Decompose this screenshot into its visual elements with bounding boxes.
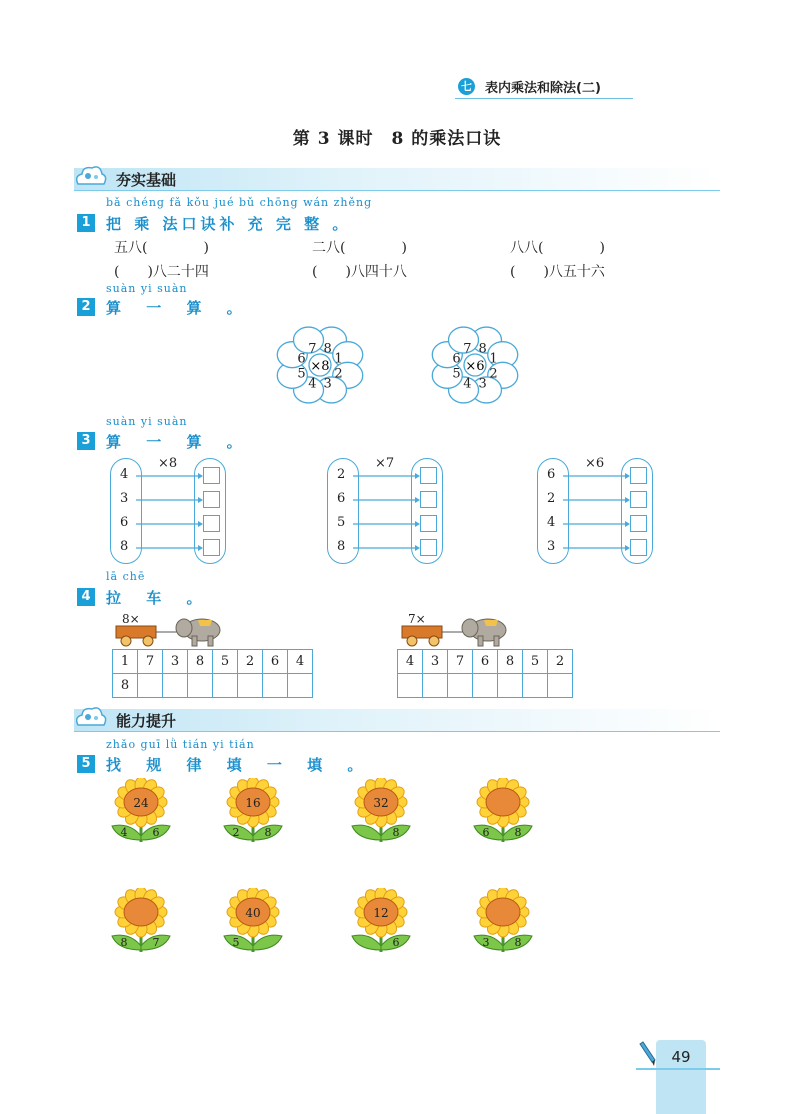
right-leaf-number: 8 <box>392 826 400 839</box>
q1-item-4[interactable]: ( )八二十四 <box>114 264 209 280</box>
input-number: 4 <box>547 515 556 530</box>
answer-box[interactable] <box>630 491 647 508</box>
sunflower-image <box>472 888 534 956</box>
q3-instruction: 算 一 算 。 <box>106 433 252 451</box>
left-leaf-number: 5 <box>232 936 240 949</box>
grid-number: 5 <box>523 650 548 674</box>
lesson-title: 第 3 课时 8 的乘法口诀 <box>292 129 502 149</box>
section-basic-label: 夯实基础 <box>116 171 177 189</box>
right-leaf-number: 6 <box>392 936 400 949</box>
core-number: 32 <box>373 796 389 810</box>
answer-box[interactable] <box>203 467 220 484</box>
grid-answer-cell[interactable] <box>423 674 448 698</box>
q5-number: 5 <box>77 755 95 773</box>
mapping-group-3 <box>537 458 682 566</box>
q4-number: 4 <box>77 588 95 606</box>
petal-number: 8 <box>478 341 487 357</box>
calc-flower-1 <box>270 320 370 410</box>
section-advanced-bar <box>74 709 720 732</box>
right-leaf-number: 8 <box>514 826 522 839</box>
petal-number: 7 <box>463 341 472 357</box>
grid-number: 4 <box>398 650 423 674</box>
right-leaf <box>253 935 282 950</box>
grid-answer-cell[interactable] <box>138 674 163 698</box>
petal-number: 3 <box>478 376 487 392</box>
input-number: 5 <box>337 515 346 530</box>
left-leaf <box>352 935 381 950</box>
cloud-icon <box>74 162 108 192</box>
petal-number: 4 <box>463 376 472 392</box>
grid-number: 3 <box>163 650 188 674</box>
grid-number: 2 <box>238 650 263 674</box>
q1-item-2[interactable]: 二八( ) <box>312 240 407 256</box>
right-leaf-number: 7 <box>152 936 160 949</box>
q1-instruction: 把 乘 法口诀补 充 完 整 。 <box>106 215 352 233</box>
sunflower-image <box>472 778 534 846</box>
petal-number: 4 <box>308 376 317 392</box>
multiplicand-row <box>113 650 313 674</box>
q3-pinyin: suàn yi suàn <box>106 415 188 428</box>
sunflower-8 <box>472 888 534 956</box>
core-number: 40 <box>245 906 261 920</box>
grid-number: 3 <box>423 650 448 674</box>
cart-2-grid <box>397 649 573 698</box>
grid-answer-cell[interactable] <box>498 674 523 698</box>
grid-number: 2 <box>548 650 573 674</box>
grid-answer-cell[interactable] <box>548 674 573 698</box>
flower-operator: ×6 <box>465 359 485 374</box>
q1-item-5[interactable]: ( )八四十八 <box>312 264 407 280</box>
unit-header <box>455 76 633 99</box>
grid-answer-cell[interactable] <box>263 674 288 698</box>
left-leaf <box>352 825 381 840</box>
grid-answer-cell[interactable] <box>213 674 238 698</box>
page-footer-line <box>636 1068 720 1070</box>
q2-number: 2 <box>77 298 95 316</box>
mapping-arrows <box>110 458 255 566</box>
answer-box[interactable] <box>630 467 647 484</box>
answer-box[interactable] <box>420 491 437 508</box>
grid-answer-cell[interactable] <box>473 674 498 698</box>
petal-number: 5 <box>297 366 306 382</box>
grid-answer-cell[interactable]: 8 <box>113 674 138 698</box>
grid-number: 6 <box>473 650 498 674</box>
q5-pinyin: zhǎo guī lǜ tián yi tián <box>106 738 255 751</box>
input-number: 6 <box>337 491 346 506</box>
q2-instruction: 算 一 算 。 <box>106 299 252 317</box>
petal-number: 1 <box>334 351 343 367</box>
answer-box[interactable] <box>420 515 437 532</box>
grid-number: 7 <box>138 650 163 674</box>
petal-number: 6 <box>452 351 461 367</box>
grid-answer-cell[interactable] <box>163 674 188 698</box>
answer-box[interactable] <box>420 539 437 556</box>
petal-number: 1 <box>489 351 498 367</box>
grid-number: 1 <box>113 650 138 674</box>
grid-number: 5 <box>213 650 238 674</box>
grid-answer-cell[interactable] <box>288 674 313 698</box>
input-number: 8 <box>120 539 129 554</box>
sunflower-1 <box>110 778 172 846</box>
q4-instruction: 拉 车 。 <box>106 589 212 607</box>
section-basic-bar <box>74 168 720 191</box>
left-leaf-number: 4 <box>120 826 128 839</box>
cart-1-grid <box>112 649 313 698</box>
petal-number: 7 <box>308 341 317 357</box>
sunflower-3 <box>350 778 412 846</box>
petal-number: 6 <box>297 351 306 367</box>
q1-pinyin: bǎ chéng fǎ kǒu jué bǔ chōng wán zhěng <box>106 196 373 209</box>
answer-box[interactable] <box>203 515 220 532</box>
q1-number: 1 <box>77 214 95 232</box>
answer-box[interactable] <box>630 539 647 556</box>
grid-answer-cell[interactable] <box>188 674 213 698</box>
multiplicand-row <box>398 650 573 674</box>
grid-answer-cell[interactable] <box>398 674 423 698</box>
sunflower-image <box>110 778 172 846</box>
mapping-operator: ×8 <box>158 456 178 471</box>
flower-operator: ×8 <box>310 359 330 374</box>
answer-box[interactable] <box>203 539 220 556</box>
q1-item-1[interactable]: 五八( ) <box>114 240 209 256</box>
mapping-operator: ×7 <box>375 456 395 471</box>
answer-box[interactable] <box>203 491 220 508</box>
mapping-arrows <box>327 458 472 566</box>
input-number: 6 <box>120 515 129 530</box>
mapping-arrows <box>537 458 682 566</box>
left-leaf-number: 8 <box>120 936 128 949</box>
core-number: 16 <box>245 796 261 810</box>
q1-item-3[interactable]: 八八( ) <box>510 240 605 256</box>
sunflower-image <box>350 888 412 956</box>
grid-number: 6 <box>263 650 288 674</box>
right-leaf-number: 8 <box>514 936 522 949</box>
input-number: 3 <box>547 539 556 554</box>
sunflower-5 <box>110 888 172 956</box>
grid-number: 7 <box>448 650 473 674</box>
grid-number: 4 <box>288 650 313 674</box>
cart-1-op: 8× <box>122 612 140 626</box>
core-number: 12 <box>373 906 389 920</box>
input-number: 8 <box>337 539 346 554</box>
pencil-icon <box>636 1040 658 1068</box>
product-row <box>398 674 573 698</box>
sunflower-image <box>350 778 412 846</box>
right-leaf-number: 8 <box>264 826 272 839</box>
page-number: 49 <box>671 1048 691 1066</box>
product-row <box>113 674 313 698</box>
core-number: 24 <box>133 796 149 810</box>
mapping-group-1 <box>110 458 255 566</box>
sunflower-7 <box>350 888 412 956</box>
calc-flower-2 <box>425 320 525 410</box>
sunflower-4 <box>472 778 534 846</box>
flower-core <box>124 898 158 926</box>
sunflower-image <box>222 778 284 846</box>
grid-answer-cell[interactable] <box>448 674 473 698</box>
petal-number: 5 <box>452 366 461 382</box>
left-leaf-number: 3 <box>482 936 490 949</box>
q1-item-6[interactable]: ( )八五十六 <box>510 264 605 280</box>
right-leaf-number: 6 <box>152 826 160 839</box>
input-number: 2 <box>337 467 346 482</box>
answer-box[interactable] <box>630 515 647 532</box>
cart-elephant-1-image <box>112 612 227 648</box>
petal-number: 2 <box>334 366 343 382</box>
cloud-icon <box>74 703 108 733</box>
sunflower-image <box>222 888 284 956</box>
petal-number: 3 <box>323 376 332 392</box>
input-number: 4 <box>120 467 129 482</box>
sunflower-image <box>110 888 172 956</box>
mapping-operator: ×6 <box>585 456 605 471</box>
grid-number: 8 <box>188 650 213 674</box>
grid-answer-cell[interactable] <box>238 674 263 698</box>
cart-elephant-2-image <box>398 612 513 648</box>
flower-core <box>486 898 520 926</box>
q4-pinyin: lā chē <box>106 570 146 583</box>
input-number: 3 <box>120 491 129 506</box>
left-leaf-number: 2 <box>232 826 240 839</box>
grid-answer-cell[interactable] <box>523 674 548 698</box>
unit-badge: 七 <box>458 78 475 95</box>
answer-box[interactable] <box>420 467 437 484</box>
petal-number: 2 <box>489 366 498 382</box>
petal-number: 8 <box>323 341 332 357</box>
q3-number: 3 <box>77 432 95 450</box>
sunflower-6 <box>222 888 284 956</box>
mapping-group-2 <box>327 458 472 566</box>
flower-core <box>486 788 520 816</box>
input-number: 6 <box>547 467 556 482</box>
section-advanced-label: 能力提升 <box>116 712 177 730</box>
grid-number: 8 <box>498 650 523 674</box>
cart-2-op: 7× <box>408 612 426 626</box>
sunflower-2 <box>222 778 284 846</box>
input-number: 2 <box>547 491 556 506</box>
q5-instruction: 找 规 律 填 一 填 。 <box>106 756 373 774</box>
unit-title: 表内乘法和除法(二) <box>485 81 601 96</box>
left-leaf-number: 6 <box>482 826 490 839</box>
q2-pinyin: suàn yi suàn <box>106 282 188 295</box>
